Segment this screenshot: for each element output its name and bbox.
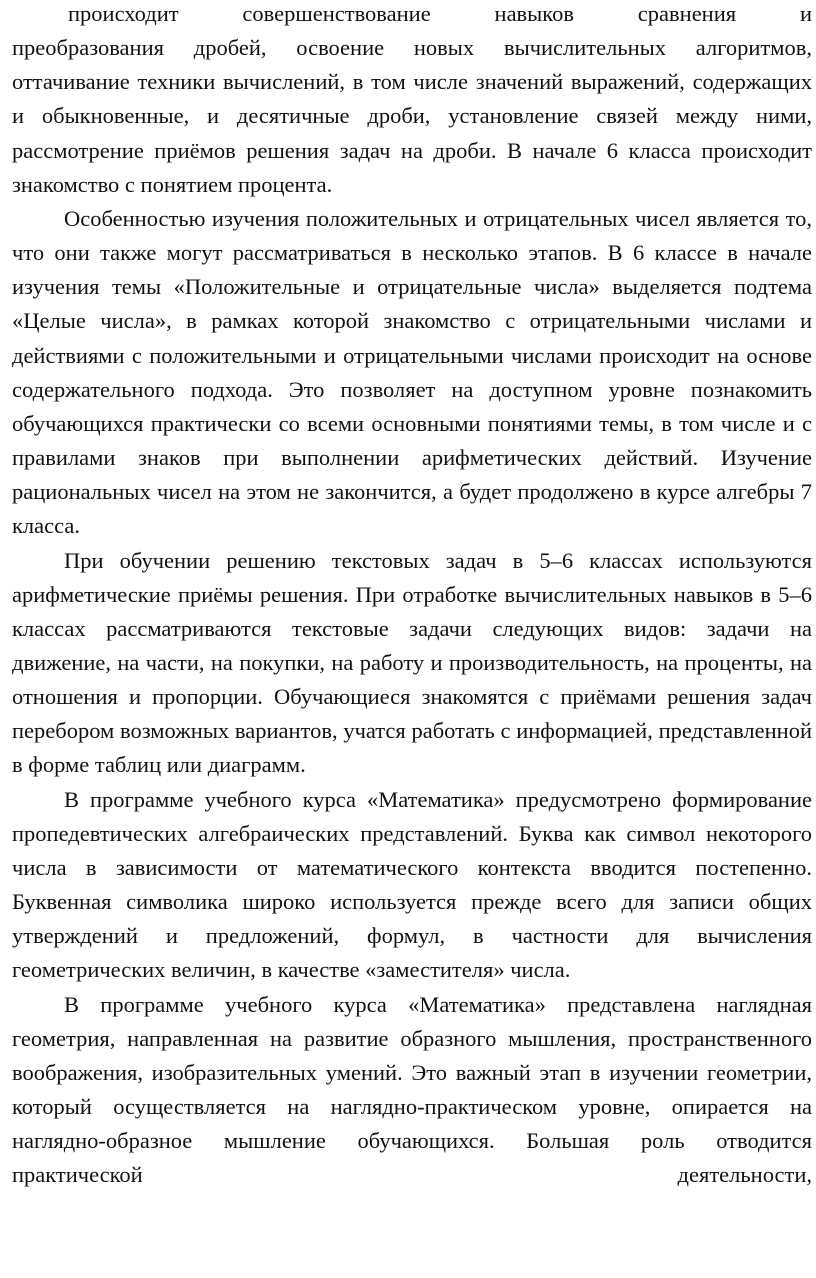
paragraph-continuation xyxy=(12,0,812,202)
paragraph-positive-negative-numbers: Особенностью изучения положительных и отрицательных чисел является то, что они также могут рассматриваться в несколько этапов. В 6 классе в начале изучения темы «Положительные и отрицательные числа» выделяется подтема «Целые числа», в рамках которой знакомство с отрицательными числами и действиями с положительными и отрицательными числами происходит на основе содержательного подхода. Это позволяет на доступном уровне познакомить обучающихся практически со всеми основными понятиями темы, в том числе и с правилами знаков при выполнении арифметических действий. Изучение рациональных чисел на этом не закончится, а будет продолжено в курсе алгебры 7 класса. xyxy=(12,205,812,539)
paragraph-continuation-first-line: происходит совершенствование навыков сравнения и xyxy=(68,1,812,26)
document-page xyxy=(12,0,812,1192)
paragraph-continuation-text: преобразования дробей, освоение новых вычислительных алгоритмов, оттачивание техники вычислений, в том числе значений выражений, содержащих и обыкновенные, и десятичные дроби, установление связей между ними, рассмотрение приёмов решения задач на дроби. В начале 6 класса происходит знакомство с понятием процента. xyxy=(12,35,812,197)
paragraph-algebraic-representations: В программе учебного курса «Математика» предусмотрено формирование пропедевтических алгебраических представлений. Буква как символ некоторого числа в зависимости от математического контекста вводится постепенно. Буквенная символика широко используется прежде всего для записи общих утверждений и предложений, формул, в частности для вычисления геометрических величин, в качестве «заместителя» числа. xyxy=(12,786,812,983)
paragraph-visual-geometry: В программе учебного курса «Математика» представлена наглядная геометрия, направленная на развитие образного мышления, пространственного воображения, изобразительных умений. Это важный этап в изучении геометрии, который осуществляется на наглядно-практическом уровне, опирается на наглядно-образное мышление обучающихся. Большая роль отводится практической деятельности, xyxy=(12,991,812,1188)
paragraph-text-problems: При обучении решению текстовых задач в 5–6 классах используются арифметические приёмы решения. При отработке вычислительных навыков в 5–6 классах рассматриваются текстовые задачи следующих видов: задачи на движение, на части, на покупки, на работу и производительность, на проценты, на отношения и пропорции. Обучающиеся знакомятся с приёмами решения задач перебором возможных вариантов, учатся работать с информацией, представленной в форме таблиц или диаграмм. xyxy=(12,547,812,778)
